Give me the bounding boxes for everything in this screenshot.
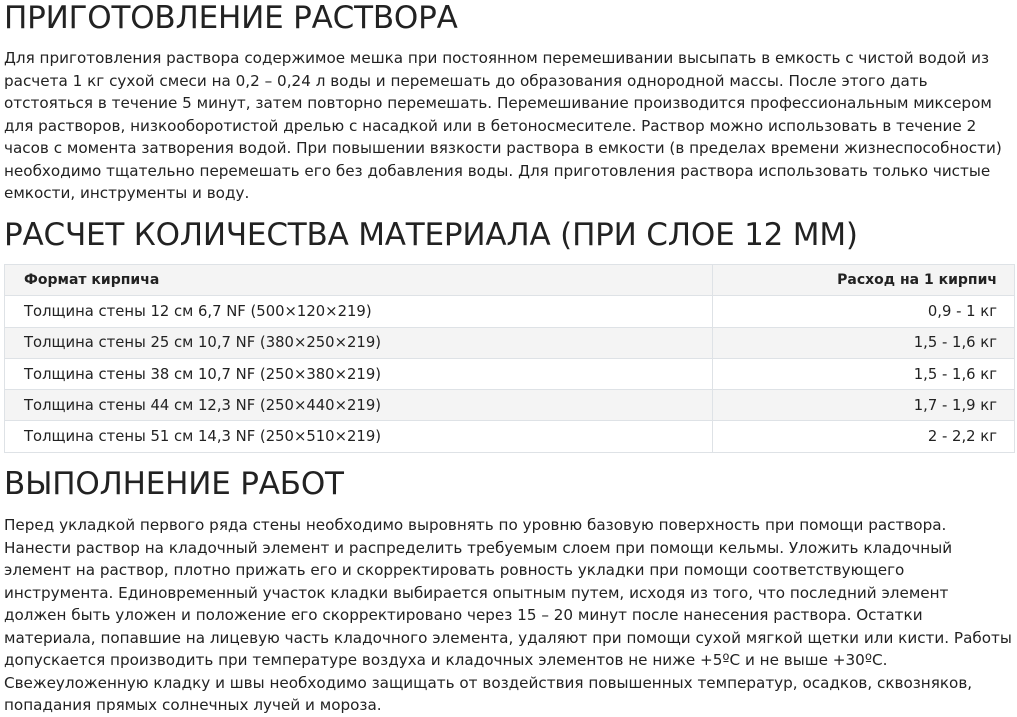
cell-consumption: 1,5 - 1,6 кг: [713, 327, 1015, 358]
paragraph-works: Перед укладкой первого ряда стены необходимо выровнять по уровню базовую поверхность при помощи раствора. Нанести раствор на кладочный элемент и распределить требуемым слоем при помощи кельмы. Уложить кладочный элемент на раствор, плотно прижать его и скорректировать ровность укладки при помощи соответствующего инструмента. Единовременный участок кладки выбирается опытным путем, исходя из того, что последний элемент должен быть уложен и положение его скорректировано через 15 – 20 минут после нанесения раствора. Остатки материала, попавшие на лицевую часть кладочного элемента, удаляют при помощи сухой мягкой щетки или кисти. Работы допускается производить при температуре воздуха и кладочных элементов не ниже +5ºС и не выше +30ºС. Свежеуложенную кладку и швы необходимо защищать от воздействия повышенных температур, осадков, сквозняков, попадания прямых солнечных лучей и мороза.: [4, 516, 1012, 714]
cell-brick-format: Толщина стены 12 см 6,7 NF (500×120×219): [5, 296, 713, 327]
column-header-brick-format: Формат кирпича: [5, 265, 713, 296]
table-row: [5, 390, 1015, 421]
consumption-table: [4, 264, 1015, 453]
heading-calculation: РАСЧЕТ КОЛИЧЕСТВА МАТЕРИАЛА (ПРИ СЛОЕ 12 ММ): [4, 217, 858, 253]
cell-brick-format: Толщина стены 38 см 10,7 NF (250×380×219): [5, 358, 713, 389]
heading-preparation: ПРИГОТОВЛЕНИЕ РАСТВОРА: [4, 0, 458, 36]
table-header-row: [5, 265, 1015, 296]
column-header-consumption: Расход на 1 кирпич: [713, 265, 1015, 296]
cell-brick-format: Толщина стены 51 см 14,3 NF (250×510×219): [5, 421, 713, 452]
cell-brick-format: Толщина стены 25 см 10,7 NF (380×250×219): [5, 327, 713, 358]
cell-consumption: 2 - 2,2 кг: [713, 421, 1015, 452]
table-row: [5, 358, 1015, 389]
table-row: [5, 296, 1015, 327]
cell-consumption: 1,7 - 1,9 кг: [713, 390, 1015, 421]
cell-brick-format: Толщина стены 44 см 12,3 NF (250×440×219): [5, 390, 713, 421]
cell-consumption: 0,9 - 1 кг: [713, 296, 1015, 327]
consumption-table-wrapper: [4, 264, 1015, 453]
cell-consumption: 1,5 - 1,6 кг: [713, 358, 1015, 389]
table-row: [5, 327, 1015, 358]
table-row: [5, 421, 1015, 452]
heading-works: ВЫПОЛНЕНИЕ РАБОТ: [4, 466, 344, 502]
paragraph-preparation: Для приготовления раствора содержимое мешка при постоянном перемешивании высыпать в емкость с чистой водой из расчета 1 кг сухой смеси на 0,2 – 0,24 л воды и перемешать до образования однородной массы. После этого дать отстояться в течение 5 минут, затем повторно перемешать. Перемешивание производится профессиональным миксером для растворов, низкооборотистой дрелью с насадкой или в бетоносмесителе. Раствор можно использовать в течение 2 часов с момента затворения водой. При повышении вязкости раствора в емкости (в пределах времени жизнеспособности) необходимо тщательно перемешать его без добавления воды. Для приготовления раствора использовать только чистые емкости, инструменты и воду.: [4, 49, 1002, 202]
